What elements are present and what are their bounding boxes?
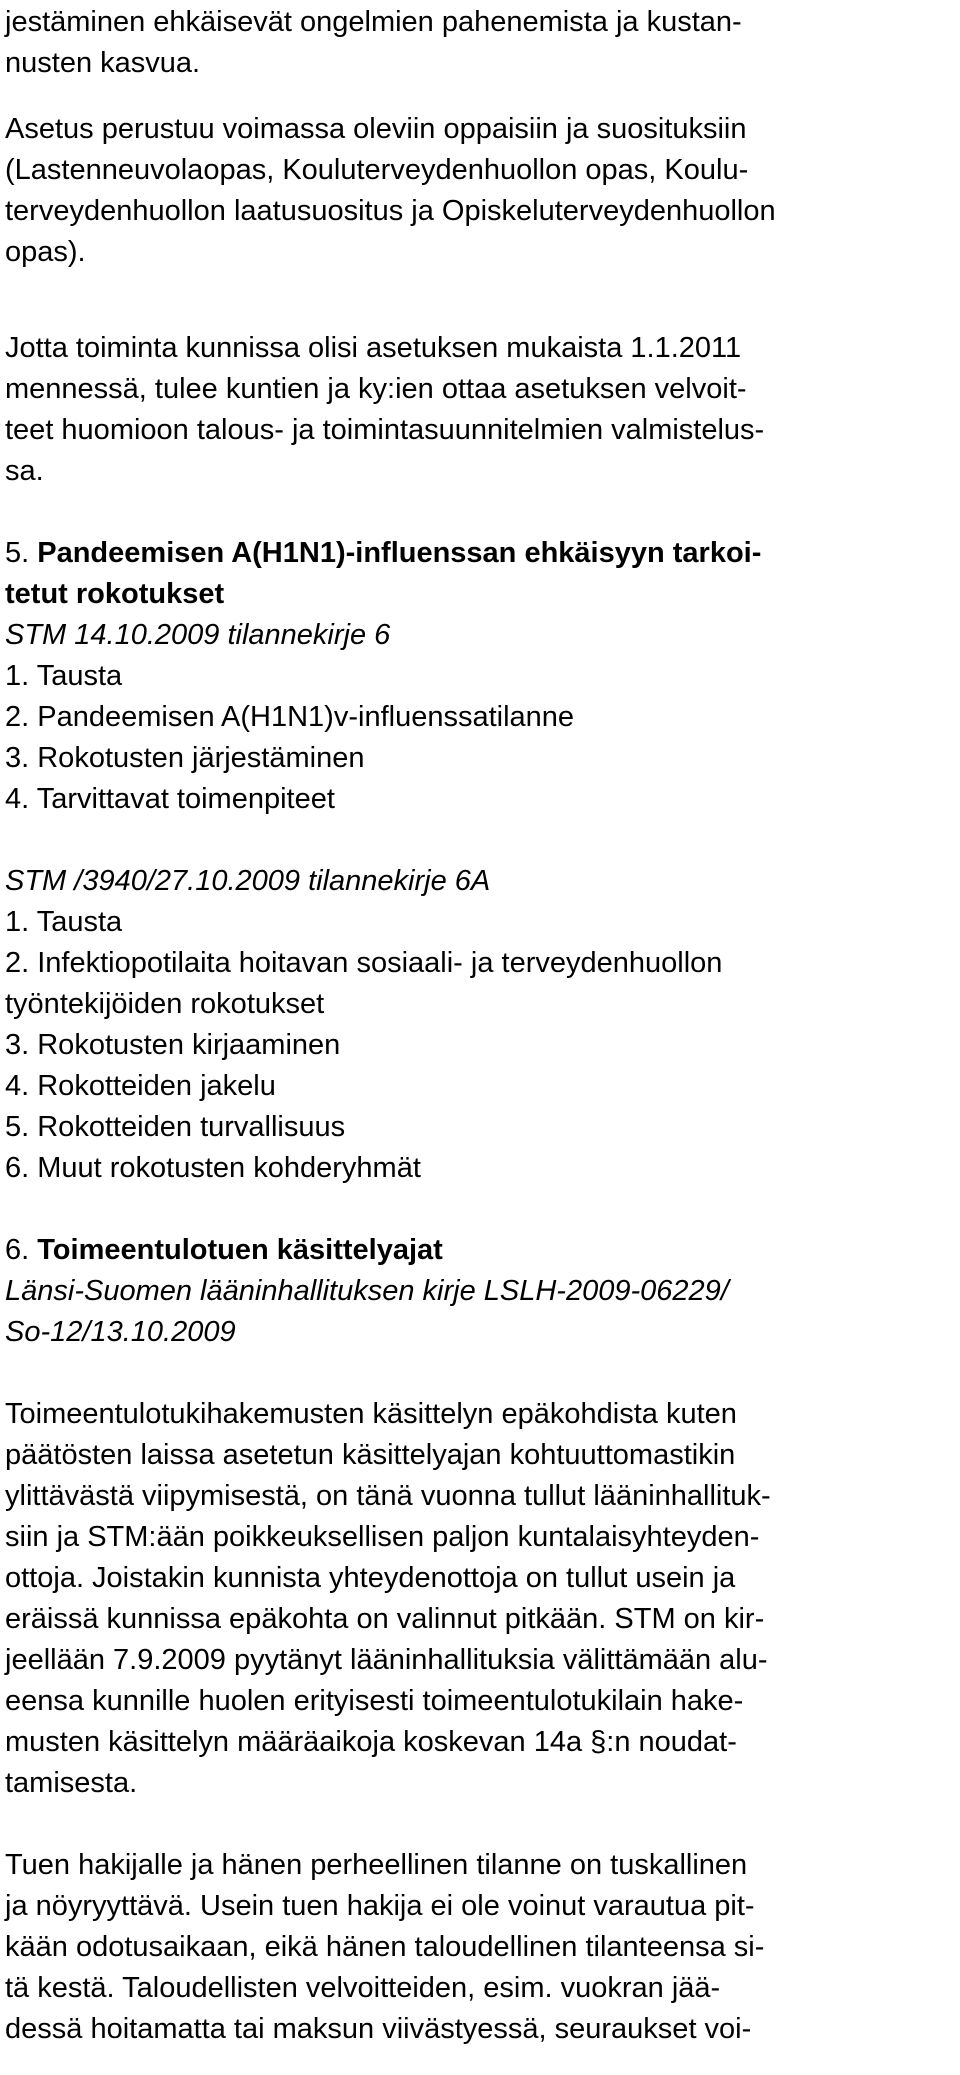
letter-ref: STM /3940/27.10.2009 tilannekirje 6A xyxy=(5,865,491,897)
body-line: kään odotusaikaan, eikä hänen taloudellinen tilanteensa si- xyxy=(5,1931,765,1963)
letter-ref: Länsi-Suomen lääninhallituksen kirje LSLH-2009-06229/ xyxy=(5,1275,729,1307)
list-item: 1. Tausta xyxy=(5,660,123,692)
section-5-title: Pandeemisen A(H1N1)-influenssan ehkäisyyn tarkoi- xyxy=(37,537,762,569)
body-line: Tuen hakijalle ja hänen perheellinen tilanne on tuskallinen xyxy=(5,1849,748,1881)
list-item: 2. Pandeemisen A(H1N1)v-influenssatilanne xyxy=(5,701,575,733)
body-line: eräissä kunnissa epäkohta on valinnut pitkään. STM on kir- xyxy=(5,1603,765,1635)
list-item: työntekijöiden rokotukset xyxy=(5,988,325,1020)
body-line: jeellään 7.9.2009 pyytänyt lääninhallituksia välittämään alu- xyxy=(5,1644,768,1676)
section-6-number: 6. xyxy=(5,1234,30,1266)
section-5-number: 5. xyxy=(5,537,30,569)
asetus-line: (Lastenneuvolaopas, Kouluterveydenhuollon opas, Koulu- xyxy=(5,154,749,186)
list-item: 4. Rokotteiden jakelu xyxy=(5,1070,276,1102)
list-item: 4. Tarvittavat toimenpiteet xyxy=(5,783,335,815)
list-item: 5. Rokotteiden turvallisuus xyxy=(5,1111,346,1143)
section-5-heading xyxy=(5,536,761,570)
asetus-line: terveydenhuollon laatusuositus ja Opiskeluterveydenhuollon xyxy=(5,195,776,227)
body-line: tä kestä. Taloudellisten velvoitteiden, esim. vuokran jää- xyxy=(5,1972,721,2004)
body-line: ottoja. Joistakin kunnista yhteydenottoja on tullut usein ja xyxy=(5,1562,736,1594)
body-line: ja nöyryyttävä. Usein tuen hakija ei ole voinut varautua pit- xyxy=(5,1890,755,1922)
toiminta-line: teet huomioon talous- ja toimintasuunnitelmien valmistelus- xyxy=(5,414,765,446)
list-item: 3. Rokotusten kirjaaminen xyxy=(5,1029,341,1061)
toiminta-line: sa. xyxy=(5,455,44,487)
intro-line: jestäminen ehkäisevät ongelmien pahenemista ja kustan- xyxy=(5,6,742,38)
body-line: tamisesta. xyxy=(5,1767,138,1799)
asetus-line: opas). xyxy=(5,236,86,268)
section-6-title: Toimeentulotuen käsittelyajat xyxy=(37,1234,443,1266)
list-item: 3. Rokotusten järjestäminen xyxy=(5,742,365,774)
toiminta-line: Jotta toiminta kunnissa olisi asetuksen mukaista 1.1.2011 xyxy=(5,332,742,364)
body-line: eensa kunnille huolen erityisesti toimeentulotukilain hake- xyxy=(5,1685,744,1717)
letter-ref: STM 14.10.2009 tilannekirje 6 xyxy=(5,619,391,651)
section-5-title-cont: tetut rokotukset xyxy=(5,578,225,610)
body-line: musten käsittelyn määräaikoja koskevan 14a §:n noudat- xyxy=(5,1726,737,1758)
list-item: 1. Tausta xyxy=(5,906,123,938)
intro-line: nusten kasvua. xyxy=(5,47,201,79)
body-line: päätösten laissa asetetun käsittelyajan kohtuuttomastikin xyxy=(5,1439,736,1471)
section-6-heading xyxy=(5,1233,443,1267)
body-line: ylittävästä viipymisestä, on tänä vuonna tullut lääninhallituk- xyxy=(5,1480,771,1512)
body-line: siin ja STM:ään poikkeuksellisen paljon kuntalaisyhteyden- xyxy=(5,1521,760,1553)
list-item: 6. Muut rokotusten kohderyhmät xyxy=(5,1152,421,1184)
body-line: dessä hoitamatta tai maksun viivästyessä, seuraukset voi- xyxy=(5,2013,752,2045)
asetus-line: Asetus perustuu voimassa oleviin oppaisiin ja suosituksiin xyxy=(5,113,747,145)
list-item: 2. Infektiopotilaita hoitavan sosiaali- ja terveydenhuollon xyxy=(5,947,723,979)
body-line: Toimeentulotukihakemusten käsittelyn epäkohdista kuten xyxy=(5,1398,737,1430)
letter-ref: So-12/13.10.2009 xyxy=(5,1316,236,1348)
toiminta-line: mennessä, tulee kuntien ja ky:ien ottaa asetuksen velvoit- xyxy=(5,373,747,405)
